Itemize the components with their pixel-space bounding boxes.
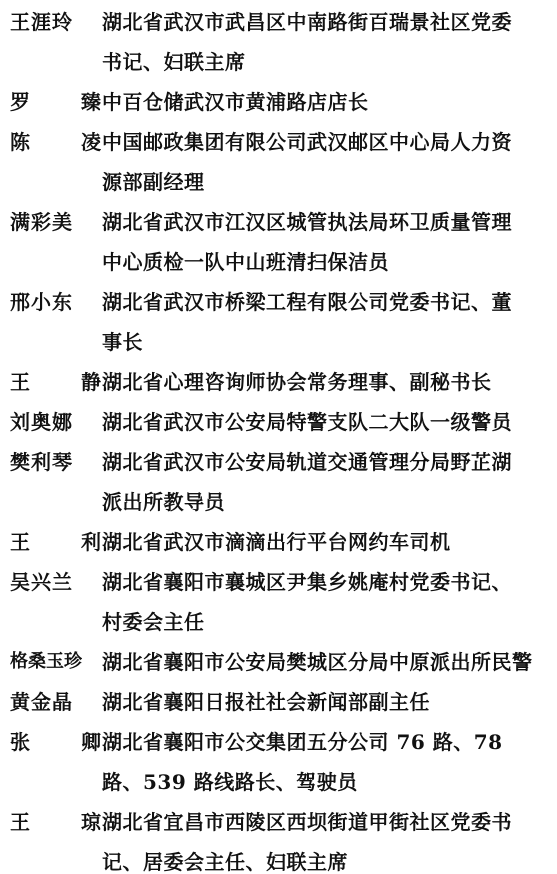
person-name: 王 静 [10,370,123,394]
position-text-line: 中心质检一队中山班清扫保洁员 [102,250,389,274]
person-name: 张 卿 [10,730,123,754]
person-name: 吴兴兰 [10,570,73,594]
person-name: 王涯玲 [10,10,73,34]
position-text-line: 书记、妇联主席 [102,50,246,74]
position-text-line: 湖北省襄阳市公安局樊城区分局中原派出所民警 [102,650,533,674]
position-text-line: 湖北省武汉市公安局轨道交通管理分局野芷湖 [102,450,512,474]
position-text-line: 湖北省襄阳市公交集团五分公司 76 路、78 [102,730,503,754]
position-text-line: 湖北省襄阳日报社社会新闻部副主任 [102,690,430,714]
position-text-line: 湖北省襄阳市襄城区尹集乡姚庵村党委书记、 [102,570,512,594]
position-text-line: 记、居委会主任、妇联主席 [102,850,348,874]
position-text-line: 源部副经理 [102,170,205,194]
position-text-line: 湖北省宜昌市西陵区西坝街道甲街社区党委书 [102,810,512,834]
person-name: 黄金晶 [10,690,73,714]
position-text-line: 中国邮政集团有限公司武汉邮区中心局人力资 [102,130,512,154]
person-name: 刘奥娜 [10,410,73,434]
person-name: 樊利琴 [10,450,73,474]
position-text-line: 湖北省武汉市公安局特警支队二大队一级警员 [102,410,512,434]
position-text-line: 湖北省武汉市滴滴出行平台网约车司机 [102,530,451,554]
person-name: 陈 凌 [10,130,123,154]
position-text-line: 路、539 路线路长、驾驶员 [102,770,358,794]
person-name: 格桑玉珍 [10,651,82,672]
position-text-line: 湖北省武汉市桥梁工程有限公司党委书记、董 [102,290,512,314]
position-text-line: 村委会主任 [102,610,205,634]
person-name: 邢小东 [10,290,73,314]
person-name: 满彩美 [10,210,73,234]
position-text-line: 派出所教导员 [102,490,225,514]
person-name: 罗 臻 [10,90,123,114]
position-text-line: 湖北省心理咨询师协会常务理事、副秘书长 [102,370,492,394]
position-text-line: 湖北省武汉市江汉区城管执法局环卫质量管理 [102,210,512,234]
position-text-line: 事长 [102,330,143,354]
position-text-line: 湖北省武汉市武昌区中南路街百瑞景社区党委 [102,10,512,34]
person-name: 王 利 [10,530,123,554]
position-text-line: 中百仓储武汉市黄浦路店店长 [102,90,369,114]
person-name: 王 琼 [10,810,123,834]
